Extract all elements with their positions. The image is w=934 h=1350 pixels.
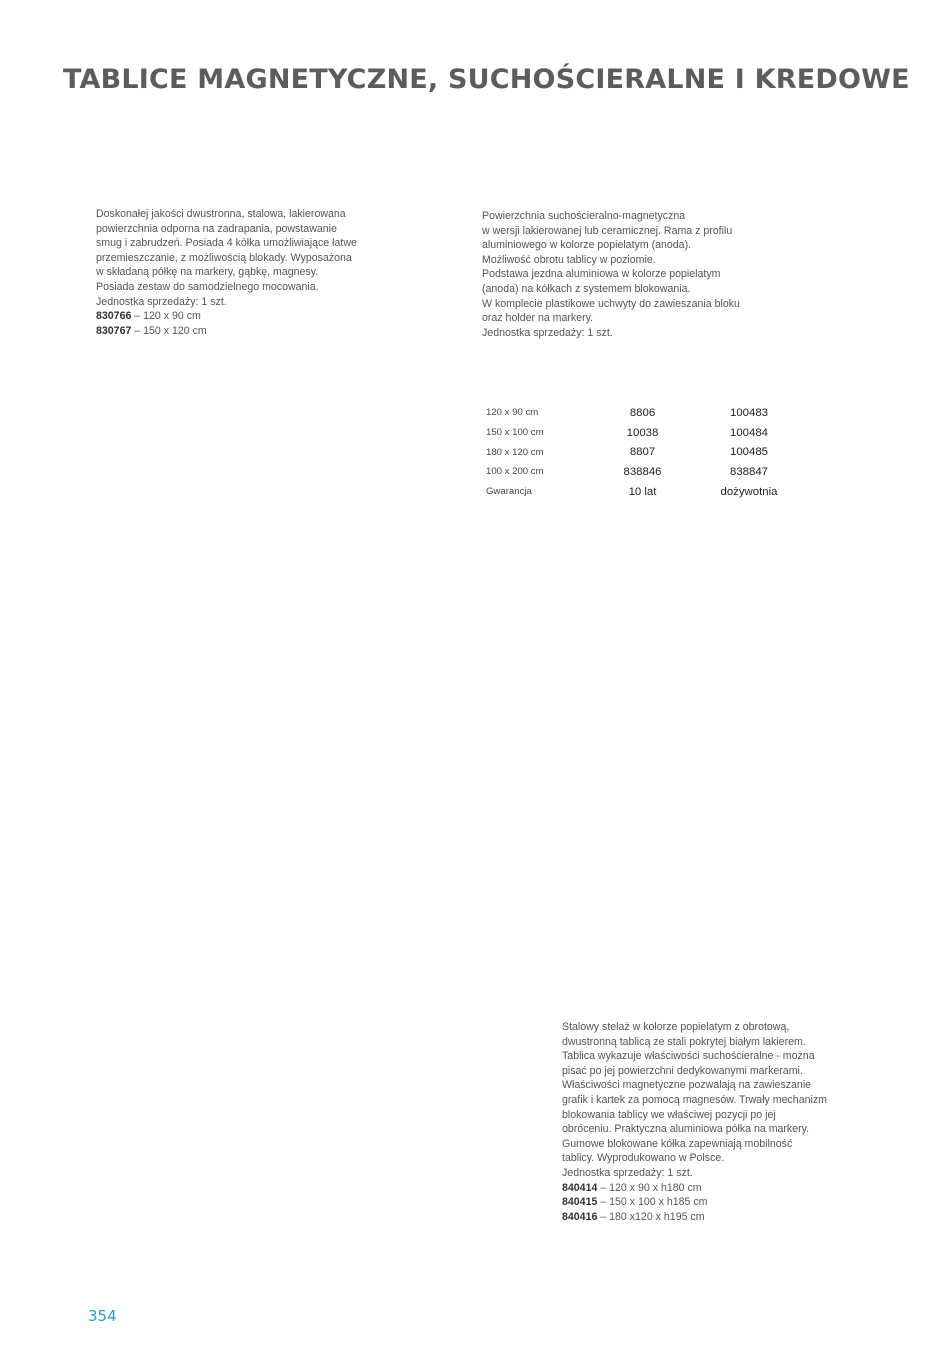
variant-size: – 120 x 90 x h180 cm bbox=[597, 1181, 702, 1194]
description-line: Możliwość obrotu tablicy w poziomie. bbox=[482, 253, 656, 266]
description-line: przemieszczanie, z możliwością blokady. Wyposażona bbox=[96, 251, 352, 264]
description-line: Gumowe blokowane kółka zapewniają mobilność bbox=[562, 1137, 793, 1150]
product-code: 830767 bbox=[96, 324, 132, 337]
description-line: w wersji lakierowanej lub ceramicznej. Rama z profilu bbox=[482, 224, 733, 237]
product-code: 840415 bbox=[562, 1196, 598, 1209]
description-line: Podstawa jezdna aluminiowa w kolorze popielatym bbox=[482, 268, 721, 281]
table-cell-size: 150 x 100 cm bbox=[486, 427, 544, 439]
description-line: (anoda) na kółkach z systemem blokowania. bbox=[482, 282, 691, 295]
description-line: Stalowy stelaż w kolorze popielatym z obrotową, bbox=[562, 1021, 790, 1033]
description-line: W komplecie plastikowe uchwyty do zawieszania bloku bbox=[482, 297, 740, 310]
table-row bbox=[486, 423, 799, 443]
description-line: pisać po jej powierzchni dedykowanymi markerami. bbox=[562, 1064, 803, 1077]
variant-line bbox=[562, 1181, 862, 1196]
sales-unit-line: Jednostka sprzedaży: 1 szt. bbox=[482, 326, 613, 339]
variant-size: – 180 x120 x h195 cm bbox=[597, 1210, 705, 1223]
page-number: 354 bbox=[88, 1307, 117, 1325]
table-cell-code-ceramic: 100485 bbox=[729, 446, 768, 459]
description-line: dwustronną tablicą ze stali pokrytej białym lakierem. bbox=[562, 1035, 806, 1048]
variant-size: – 150 x 120 cm bbox=[131, 324, 207, 337]
table-row bbox=[486, 403, 799, 423]
product-code: 830766 bbox=[96, 310, 132, 323]
variant-line bbox=[562, 1210, 862, 1225]
description-line: w składaną półkę na markery, gąbkę, magnesy. bbox=[96, 266, 319, 279]
product-code: 840416 bbox=[562, 1210, 598, 1223]
product-description-rotating-whiteboard bbox=[482, 209, 782, 340]
table-cell-code-lacquered: 10038 bbox=[626, 426, 659, 439]
table-row bbox=[486, 442, 799, 462]
product-description-mobile-whiteboard bbox=[96, 207, 396, 338]
table-cell-code-lacquered: 838846 bbox=[623, 465, 662, 478]
description-line: obróceniu. Praktyczna aluminiowa półka na markery. bbox=[562, 1123, 810, 1136]
table-cell-code-lacquered: 8807 bbox=[629, 446, 656, 459]
table-cell-size: 100 x 200 cm bbox=[486, 466, 544, 478]
page-title: TABLICE MAGNETYCZNE, SUCHOŚCIERALNE I KREDOWE bbox=[63, 64, 910, 95]
table-row bbox=[486, 462, 799, 482]
table-row bbox=[486, 482, 799, 502]
product-code: 840414 bbox=[562, 1181, 598, 1194]
product-description-steel-frame-whiteboard bbox=[562, 1020, 862, 1224]
description-line: Powierzchnia suchościeralno-magnetyczna bbox=[482, 210, 686, 222]
variant-line bbox=[96, 324, 396, 339]
table-cell-warranty-lacquered: 10 lat bbox=[628, 485, 657, 498]
description-line: Właściwości magnetyczne pozwalają na zawieszanie bbox=[562, 1079, 812, 1092]
table-cell-size: 120 x 90 cm bbox=[486, 407, 539, 419]
description-line: Posiada zestaw do samodzielnego mocowania. bbox=[96, 280, 319, 293]
description-line: oraz holder na markery. bbox=[482, 312, 594, 325]
variant-line bbox=[562, 1195, 862, 1210]
variant-size: – 120 x 90 cm bbox=[131, 310, 201, 323]
table-cell-code-ceramic: 100483 bbox=[729, 406, 768, 419]
table-cell-warranty-ceramic: dożywotnia bbox=[720, 485, 778, 498]
description-line: blokowania tablicy we właściwej pozycji po jej bbox=[562, 1108, 776, 1121]
table-cell-warranty-label: Gwarancja bbox=[486, 486, 532, 498]
variant-line bbox=[96, 309, 396, 324]
variant-size: – 150 x 100 x h185 cm bbox=[597, 1196, 708, 1209]
sales-unit-line: Jednostka sprzedaży: 1 szt. bbox=[562, 1166, 693, 1179]
table-cell-code-ceramic: 838847 bbox=[729, 465, 768, 478]
description-line: tablicy. Wyprodukowano w Polsce. bbox=[562, 1152, 725, 1165]
description-line: Tablica wykazuje właściwości suchościeralne - można bbox=[562, 1050, 815, 1063]
description-line: smug i zabrudzeń. Posiada 4 kółka umożliwiające łatwe bbox=[96, 237, 357, 250]
table-cell-code-lacquered: 8806 bbox=[629, 406, 656, 419]
spec-table bbox=[486, 403, 799, 501]
description-line: grafik i kartek za pomocą magnesów. Trwały mechanizm bbox=[562, 1093, 827, 1106]
description-line: aluminiowego w kolorze popielatym (anoda). bbox=[482, 239, 692, 252]
description-line: powierzchnia odporna na zadrapania, powstawanie bbox=[96, 222, 337, 235]
description-line: Doskonałej jakości dwustronna, stalowa, lakierowana bbox=[96, 208, 346, 220]
sales-unit-line: Jednostka sprzedaży: 1 szt. bbox=[96, 295, 227, 308]
table-cell-code-ceramic: 100484 bbox=[729, 426, 768, 439]
table-cell-size: 180 x 120 cm bbox=[486, 446, 544, 458]
